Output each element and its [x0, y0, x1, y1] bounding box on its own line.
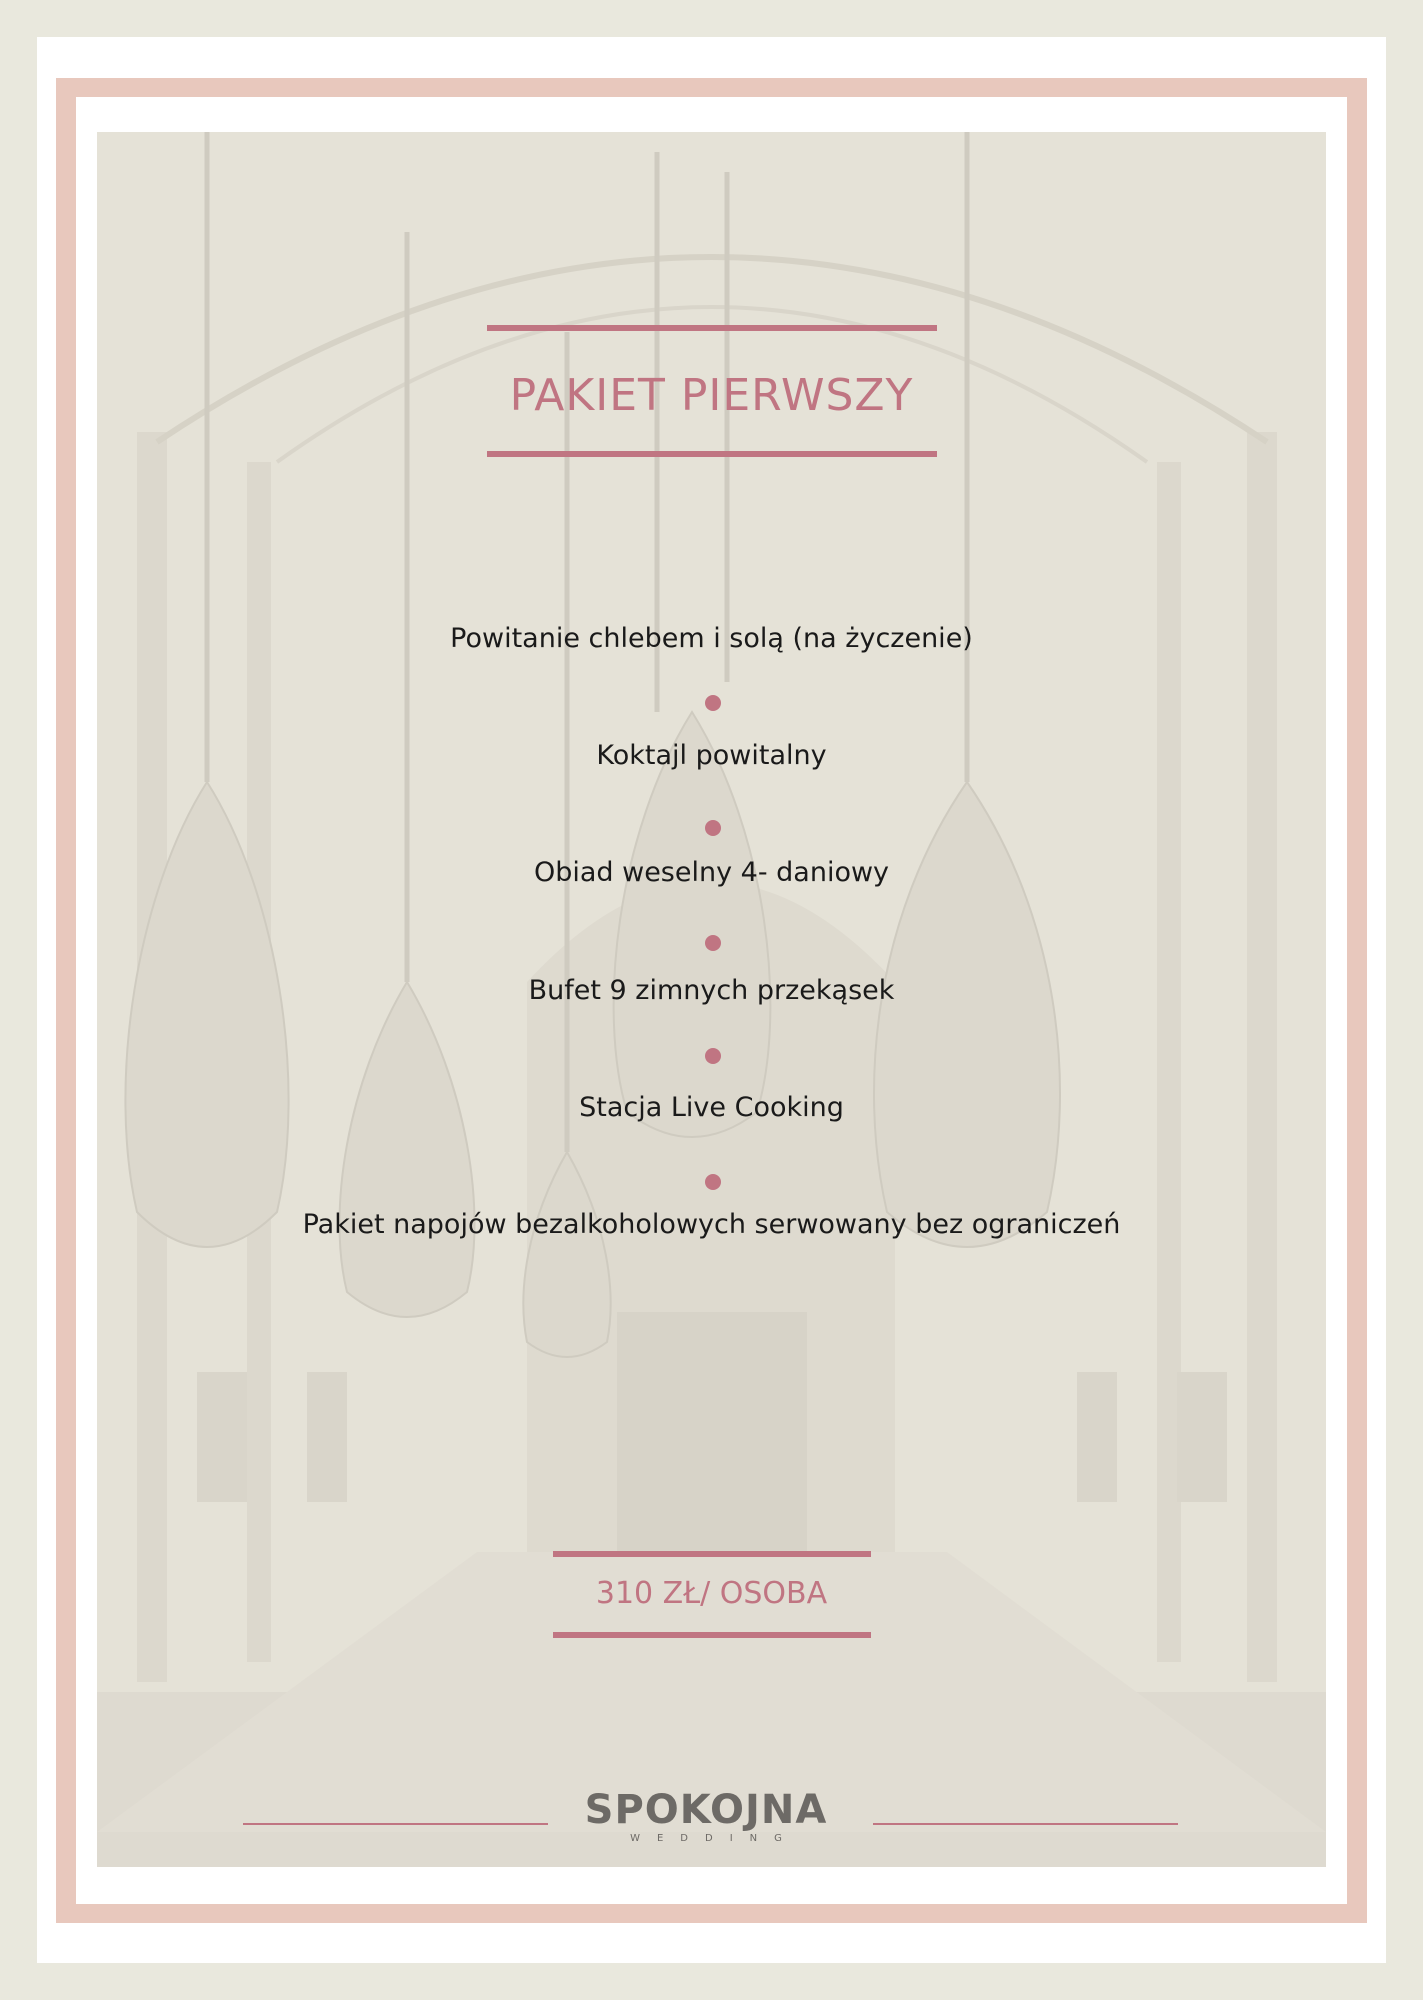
title-rule-top: [487, 325, 937, 331]
menu-item: Pakiet napojów bezalkoholowych serwowany bez ograniczeń: [302, 1209, 1121, 1240]
logo-main-text: SPOKOJNA: [584, 1787, 828, 1833]
bullet-dot: [705, 1048, 721, 1064]
bullet-dot: [705, 820, 721, 836]
package-title: PAKIET PIERWSZY: [509, 370, 914, 421]
footer-line-left: [243, 1823, 548, 1825]
menu-item: Powitanie chlebem i solą (na życzenie): [450, 623, 973, 654]
price-rule-top: [553, 1551, 871, 1557]
brand-logo: [556, 1787, 856, 1844]
price-rule-bottom: [553, 1632, 871, 1638]
menu-item: Bufet 9 zimnych przekąsek: [528, 975, 895, 1006]
menu-item: Obiad weselny 4- daniowy: [533, 857, 890, 888]
footer-line-right: [873, 1823, 1178, 1825]
bullet-dot: [705, 935, 721, 951]
logo-sub-text: WEDDING: [630, 1833, 799, 1844]
title-rule-bottom: [487, 451, 937, 457]
price-label: 310 ZŁ/ OSOBA: [595, 1576, 828, 1611]
bullet-dot: [705, 1174, 721, 1190]
bullet-dot: [705, 695, 721, 711]
menu-item: Koktajl powitalny: [596, 740, 827, 771]
menu-item: Stacja Live Cooking: [579, 1092, 844, 1123]
